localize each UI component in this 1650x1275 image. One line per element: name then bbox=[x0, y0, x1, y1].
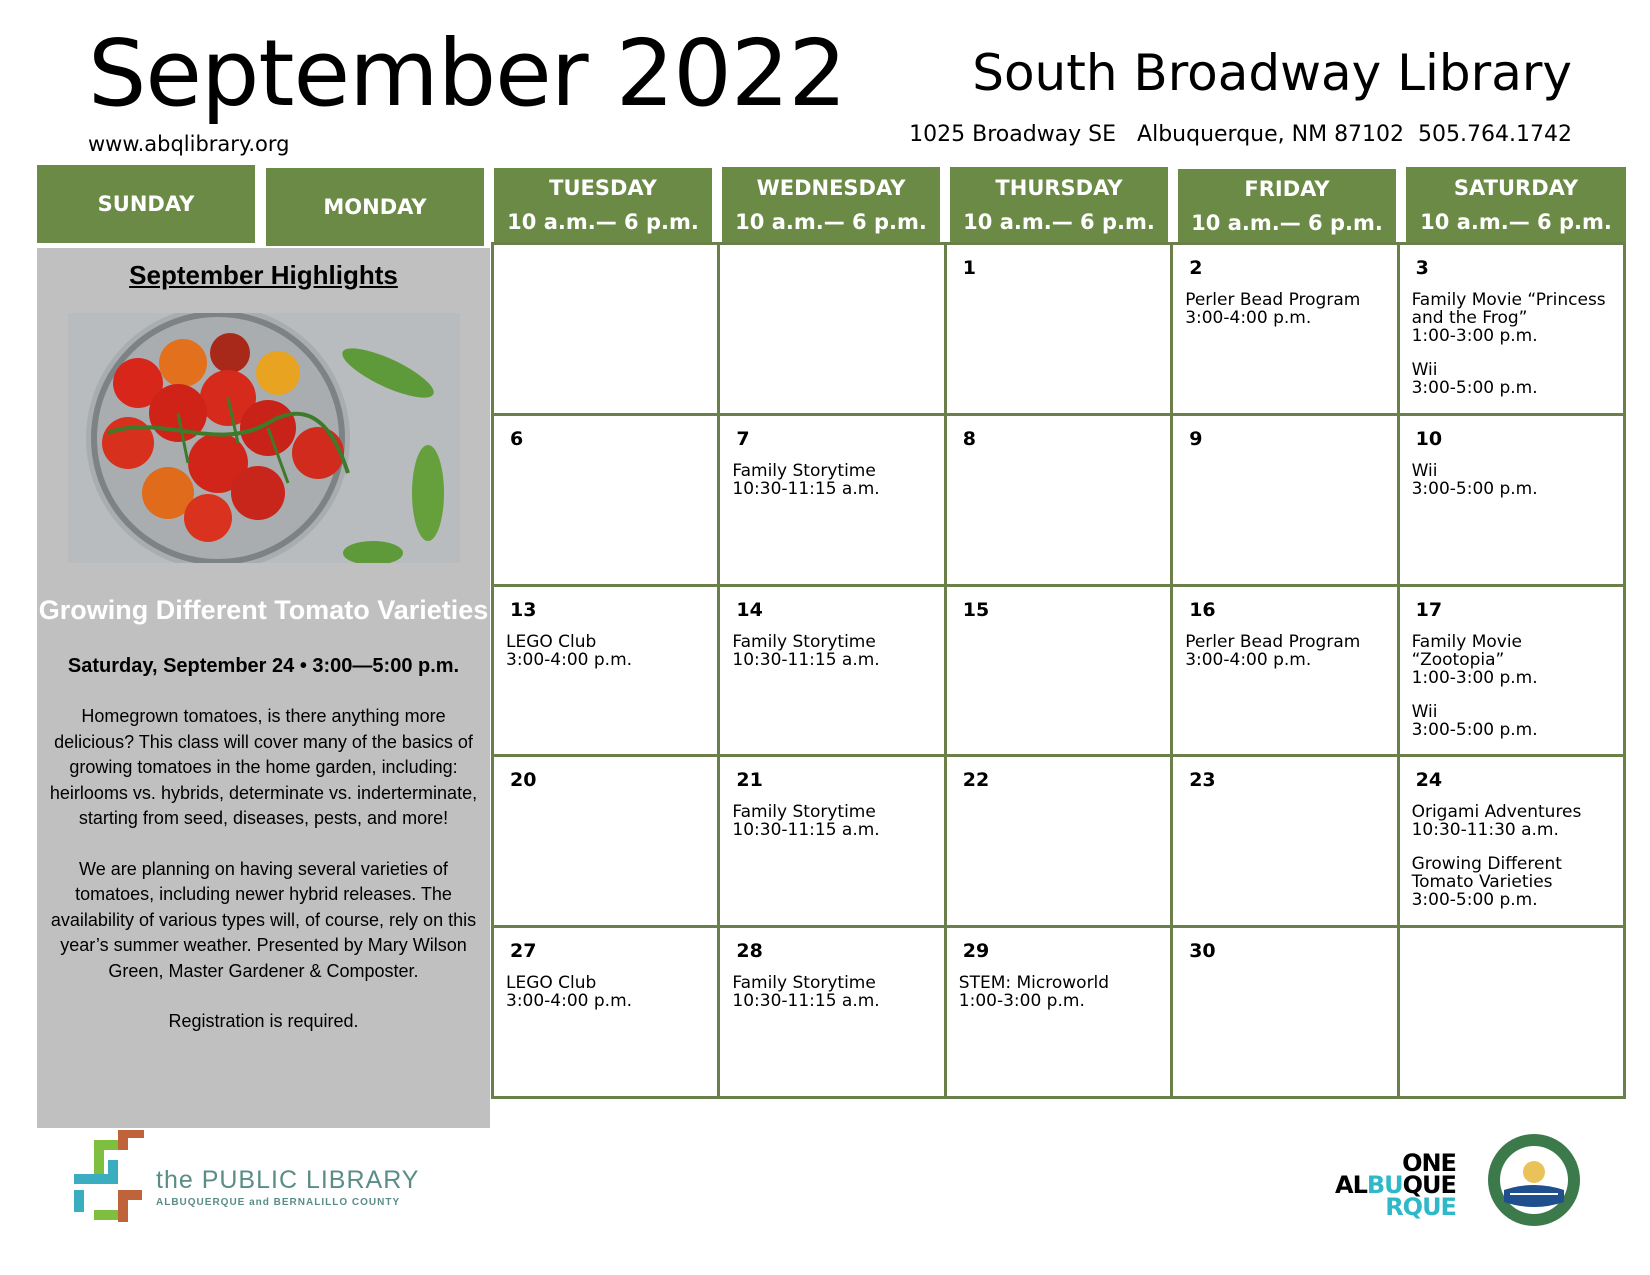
day-number: 24 bbox=[1415, 769, 1443, 792]
highlight-event-title: Growing Different Tomato Varieties bbox=[38, 595, 489, 625]
bernalillo-county-seal bbox=[1486, 1132, 1582, 1228]
public-library-wordmark bbox=[156, 1166, 419, 1208]
day-number: 3 bbox=[1415, 257, 1429, 279]
event-name: LEGO Club bbox=[506, 973, 597, 994]
calendar-event bbox=[1412, 803, 1611, 839]
calendar-day-cell bbox=[494, 587, 717, 755]
day-name: MONDAY bbox=[323, 195, 427, 219]
calendar-event bbox=[506, 974, 705, 1010]
calendar-day-cell bbox=[947, 245, 1170, 413]
event-name: Family Storytime bbox=[732, 802, 876, 823]
calendar-event bbox=[732, 462, 931, 498]
day-number: 7 bbox=[736, 427, 750, 450]
day-header-friday bbox=[1178, 169, 1396, 242]
day-name: WEDNESDAY bbox=[756, 175, 906, 200]
event-name: Family Storytime bbox=[732, 973, 876, 994]
day-number: 29 bbox=[962, 940, 990, 963]
library-wordmark-line-2: ALBUQUERQUE and BERNALILLO COUNTY bbox=[156, 1197, 401, 1208]
event-name: LEGO Club bbox=[506, 631, 597, 652]
event-name: Wii bbox=[1411, 460, 1438, 481]
event-time: 10:30-11:15 a.m. bbox=[732, 991, 880, 1012]
one-abq-line-3: RQUE bbox=[1385, 1193, 1456, 1221]
calendar-event bbox=[1412, 361, 1611, 397]
calendar-day-cell bbox=[494, 757, 717, 925]
day-name: FRIDAY bbox=[1244, 176, 1330, 201]
day-header-saturday bbox=[1406, 167, 1626, 242]
event-time: 3:00-4:00 p.m. bbox=[506, 649, 633, 670]
public-library-logo bbox=[74, 1130, 148, 1226]
highlight-description bbox=[45, 704, 482, 1035]
event-time: 3:00-5:00 p.m. bbox=[1411, 378, 1538, 398]
day-number: 30 bbox=[1189, 940, 1216, 963]
event-time: 3:00-5:00 p.m. bbox=[1411, 890, 1538, 911]
day-name: SUNDAY bbox=[97, 192, 195, 216]
event-time: 1:00-3:00 p.m. bbox=[1411, 326, 1538, 346]
calendar-day-cell bbox=[1173, 928, 1396, 1096]
one-abq-al: AL bbox=[1335, 1171, 1367, 1199]
calendar-event bbox=[1185, 291, 1384, 327]
day-number: 20 bbox=[510, 769, 537, 792]
calendar-day-cell bbox=[720, 245, 943, 413]
calendar-event bbox=[732, 974, 931, 1010]
calendar-grid bbox=[491, 242, 1626, 1099]
tomatoes-photo bbox=[68, 313, 460, 563]
calendar-event bbox=[1412, 462, 1611, 498]
library-wordmark-line-1: the PUBLIC LIBRARY bbox=[156, 1166, 420, 1194]
event-name: STEM: Microworld bbox=[958, 973, 1110, 994]
calendar-day-cell bbox=[494, 245, 717, 413]
calendar-event bbox=[1412, 633, 1611, 687]
calendar-day-cell bbox=[947, 757, 1170, 925]
day-name: THURSDAY bbox=[995, 175, 1123, 200]
event-name: Perler Bead Program bbox=[1185, 290, 1361, 310]
highlight-event-date: Saturday, September 24 • 3:00—5:00 p.m. bbox=[67, 655, 460, 677]
day-hours: 10 a.m.— 6 p.m. bbox=[735, 209, 927, 234]
day-hours: 10 a.m.— 6 p.m. bbox=[1420, 209, 1612, 234]
day-number: 23 bbox=[1189, 769, 1216, 792]
event-time: 1:00-3:00 p.m. bbox=[958, 991, 1085, 1012]
event-time: 10:30-11:30 a.m. bbox=[1411, 820, 1559, 841]
calendar-day-cell bbox=[720, 587, 943, 755]
calendar-day-cell bbox=[947, 416, 1170, 584]
calendar-day-cell bbox=[1173, 416, 1396, 584]
page-title: September 2022 bbox=[88, 20, 846, 127]
one-abq-line-1: ONE bbox=[1402, 1149, 1456, 1177]
calendar-event bbox=[959, 974, 1158, 1010]
library-address: 1025 Broadway SE Albuquerque, NM 87102 505.764.1742 bbox=[909, 122, 1572, 147]
day-number: 1 bbox=[962, 257, 977, 279]
tomatoes-illustration bbox=[68, 313, 460, 563]
day-number: 6 bbox=[510, 427, 524, 450]
calendar-day-cell bbox=[1400, 757, 1623, 925]
one-albuquerque-logo bbox=[1335, 1149, 1456, 1221]
day-number: 14 bbox=[736, 598, 763, 621]
one-abq-que: QUE bbox=[1402, 1171, 1456, 1199]
one-abq-bu: BU bbox=[1366, 1171, 1403, 1199]
event-name: Wii bbox=[1411, 701, 1438, 722]
library-name: South Broadway Library bbox=[972, 44, 1572, 102]
calendar-event bbox=[732, 803, 931, 839]
day-name: TUESDAY bbox=[549, 176, 657, 200]
calendar-event bbox=[506, 633, 705, 669]
day-number: 27 bbox=[510, 940, 537, 963]
day-header-thursday bbox=[950, 167, 1168, 242]
event-time: 3:00-5:00 p.m. bbox=[1411, 478, 1538, 499]
day-hours: 10 a.m.— 6 p.m. bbox=[1191, 210, 1383, 235]
calendar-event bbox=[1412, 855, 1611, 909]
day-number: 8 bbox=[962, 427, 977, 450]
calendar-day-cell bbox=[1173, 245, 1396, 413]
event-time: 10:30-11:15 a.m. bbox=[732, 820, 880, 841]
calendar-event bbox=[1412, 703, 1611, 739]
day-header-tuesday bbox=[494, 168, 712, 242]
event-time: 3:00-4:00 p.m. bbox=[1185, 308, 1312, 328]
event-name: Family Movie “Princess and the Frog” bbox=[1411, 290, 1606, 328]
calendar-day-cell bbox=[947, 928, 1170, 1096]
day-number: 28 bbox=[736, 940, 763, 963]
event-name: Perler Bead Program bbox=[1185, 631, 1361, 652]
event-name: Growing Different Tomato Varieties bbox=[1411, 854, 1562, 893]
calendar-event bbox=[1412, 291, 1611, 345]
event-time: 10:30-11:15 a.m. bbox=[732, 478, 880, 499]
calendar-event bbox=[1185, 633, 1384, 669]
event-time: 3:00-4:00 p.m. bbox=[1185, 649, 1312, 670]
event-name: Family Movie “Zootopia” bbox=[1411, 631, 1523, 670]
day-hours: 10 a.m.— 6 p.m. bbox=[507, 210, 699, 234]
description-paragraph: Homegrown tomatoes, is there anything more delicious? This class will cover many of the basics of growing tomatoes in the home garden, including: heirlooms vs. hybrids, determinate vs. inderterminate, starting from seed, diseases, pests, and more! bbox=[49, 706, 478, 828]
calendar-event bbox=[732, 633, 931, 669]
calendar-day-cell bbox=[1400, 416, 1623, 584]
highlights-heading: September Highlights bbox=[129, 260, 398, 290]
day-name: SATURDAY bbox=[1453, 175, 1579, 200]
day-number: 22 bbox=[962, 769, 990, 792]
event-time: 3:00-5:00 p.m. bbox=[1411, 719, 1538, 740]
event-time: 10:30-11:15 a.m. bbox=[732, 649, 880, 670]
event-name: Origami Adventures bbox=[1411, 802, 1582, 823]
calendar-day-cell bbox=[720, 416, 943, 584]
calendar-day-cell bbox=[720, 928, 943, 1096]
calendar-day-cell bbox=[947, 587, 1170, 755]
day-header-sunday bbox=[37, 165, 255, 243]
calendar-day-cell bbox=[1400, 587, 1623, 755]
highlights-panel bbox=[37, 248, 490, 1128]
calendar-day-cell bbox=[1173, 757, 1396, 925]
website-link[interactable]: www.abqlibrary.org bbox=[88, 132, 290, 156]
day-header-monday bbox=[266, 168, 484, 246]
calendar-day-cell bbox=[720, 757, 943, 925]
calendar-day-cell bbox=[494, 928, 717, 1096]
event-name: Wii bbox=[1411, 360, 1438, 380]
day-hours: 10 a.m.— 6 p.m. bbox=[963, 209, 1155, 234]
day-number: 21 bbox=[736, 769, 763, 792]
day-number: 17 bbox=[1415, 598, 1443, 621]
calendar-day-cell bbox=[1173, 587, 1396, 755]
event-time: 1:00-3:00 p.m. bbox=[1411, 667, 1538, 688]
event-name: Family Storytime bbox=[732, 631, 876, 652]
registration-note: Registration is required. bbox=[168, 1011, 359, 1031]
day-number: 16 bbox=[1189, 598, 1216, 621]
calendar-day-cell bbox=[494, 416, 717, 584]
calendar-day-cell bbox=[1400, 928, 1623, 1096]
day-number: 13 bbox=[510, 598, 537, 621]
description-paragraph: We are planning on having several varieties of tomatoes, including newer hybrid releases. The availability of various types will, of course, rely on this year’s summer weather. Presented by Mary Wilson Green, Master Gardener & Composter. bbox=[50, 858, 477, 981]
day-header-wednesday bbox=[722, 167, 940, 242]
day-number: 15 bbox=[962, 598, 990, 621]
event-time: 3:00-4:00 p.m. bbox=[506, 991, 633, 1012]
event-name: Family Storytime bbox=[732, 460, 876, 481]
day-number: 9 bbox=[1189, 427, 1203, 450]
calendar-day-cell bbox=[1400, 245, 1623, 413]
day-number: 10 bbox=[1415, 427, 1443, 450]
day-number: 2 bbox=[1189, 257, 1203, 279]
